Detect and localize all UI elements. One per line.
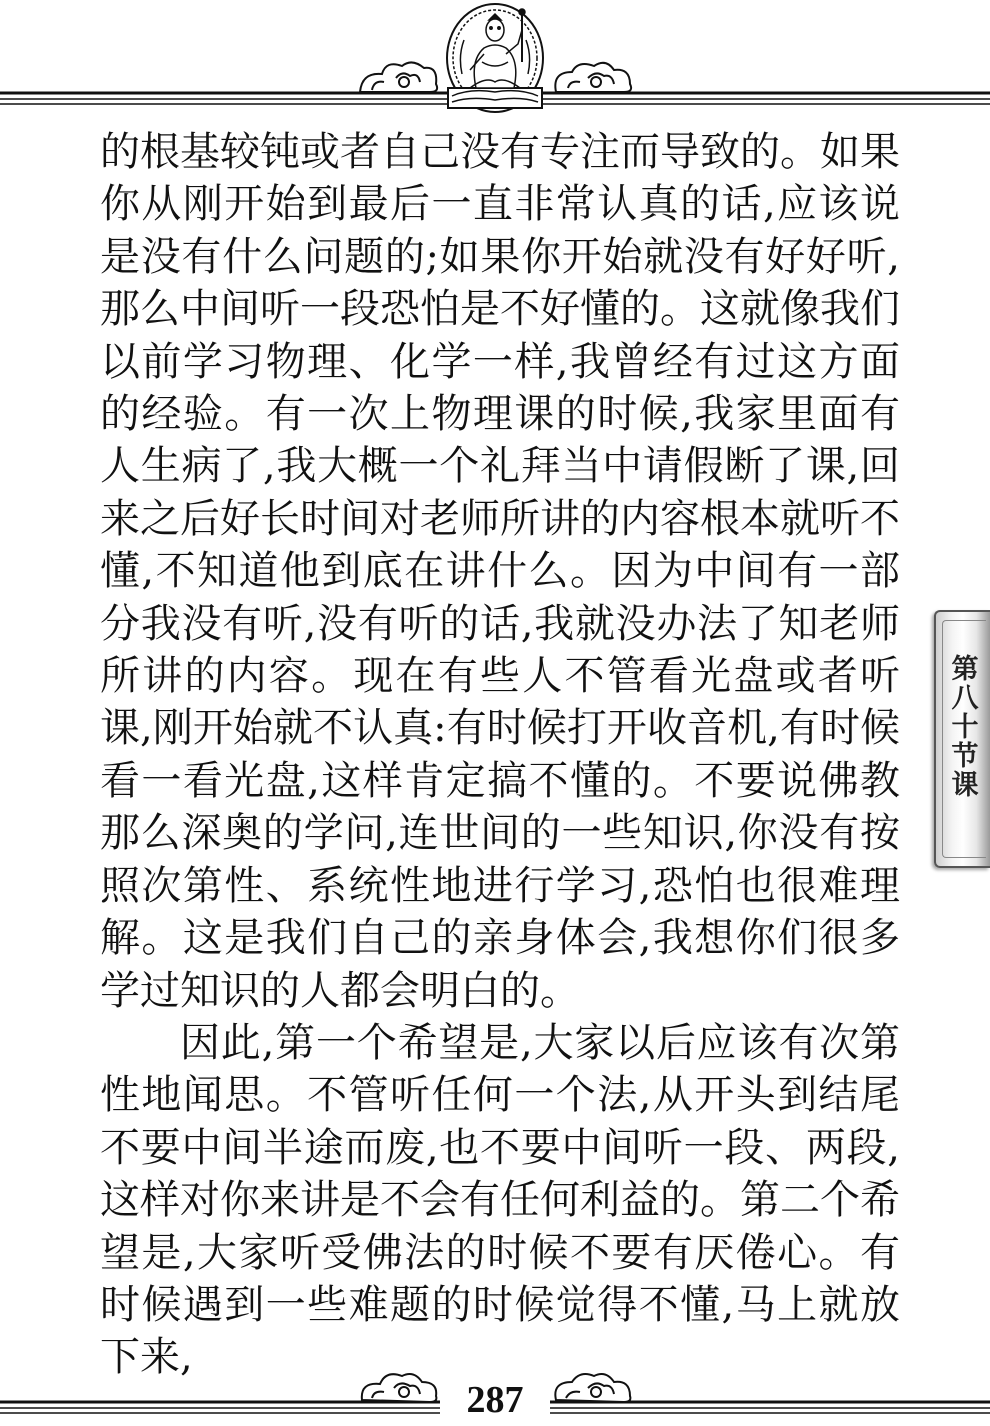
page-number: 287 [466,1379,524,1421]
paragraph-1: 的根基较钝或者自己没有专注而导致的。如果你从刚开始到最后一直非常认真的话,应该说是没有什么问题的;如果你开始就没有好好听,那么中间听一段恐怕是不好懂的。这就像我们以前学习物理、化学一样,我曾经有过这方面的经验。有一次上物理课的时候,我家里面有人生病了,我大概一个礼拜当中请假断了课,回来之后好长时间对老师所讲的内容根本就听不懂,不知道他到底在讲什么。因为中间有一部分我没有听,没有听的话,我就没办法了知老师所讲的内容。现在有些人不管看光盘或者听课,刚开始就不认真:有时候打开收音机,有时候看一看光盘,这样肯定搞不懂的。不要说佛教那么深奥的学问,连世间的一些知识,你没有按照次第性、系统性地进行学习,恐怕也很难理解。这是我们自己的亲身体会,我想你们很多学过知识的人都会明白的。 [100,129,900,1014]
cloud-scroll-icon [360,62,437,92]
cloud-scroll-icon [555,63,631,92]
chapter-side-tab [934,610,990,868]
cloud-scroll-icon [555,1374,630,1402]
side-tab-label: 第八十节课 [946,654,978,799]
paragraph-2: 因此,第一个希望是,大家以后应该有次第性地闻思。不管听任何一个法,从开头到结尾不要中间半途而废,也不要中间听一段、两段,这样对你来讲是不会有任何利益的。第二个希望是,大家听受佛法的时候不要有厌倦心。有时候遇到一些难题的时候觉得不懂,马上就放下来, [100,1019,900,1381]
seated-deity-icon [447,4,543,112]
header-ornament [0,0,990,115]
cloud-scroll-icon [362,1374,437,1402]
body-text [100,126,900,1384]
